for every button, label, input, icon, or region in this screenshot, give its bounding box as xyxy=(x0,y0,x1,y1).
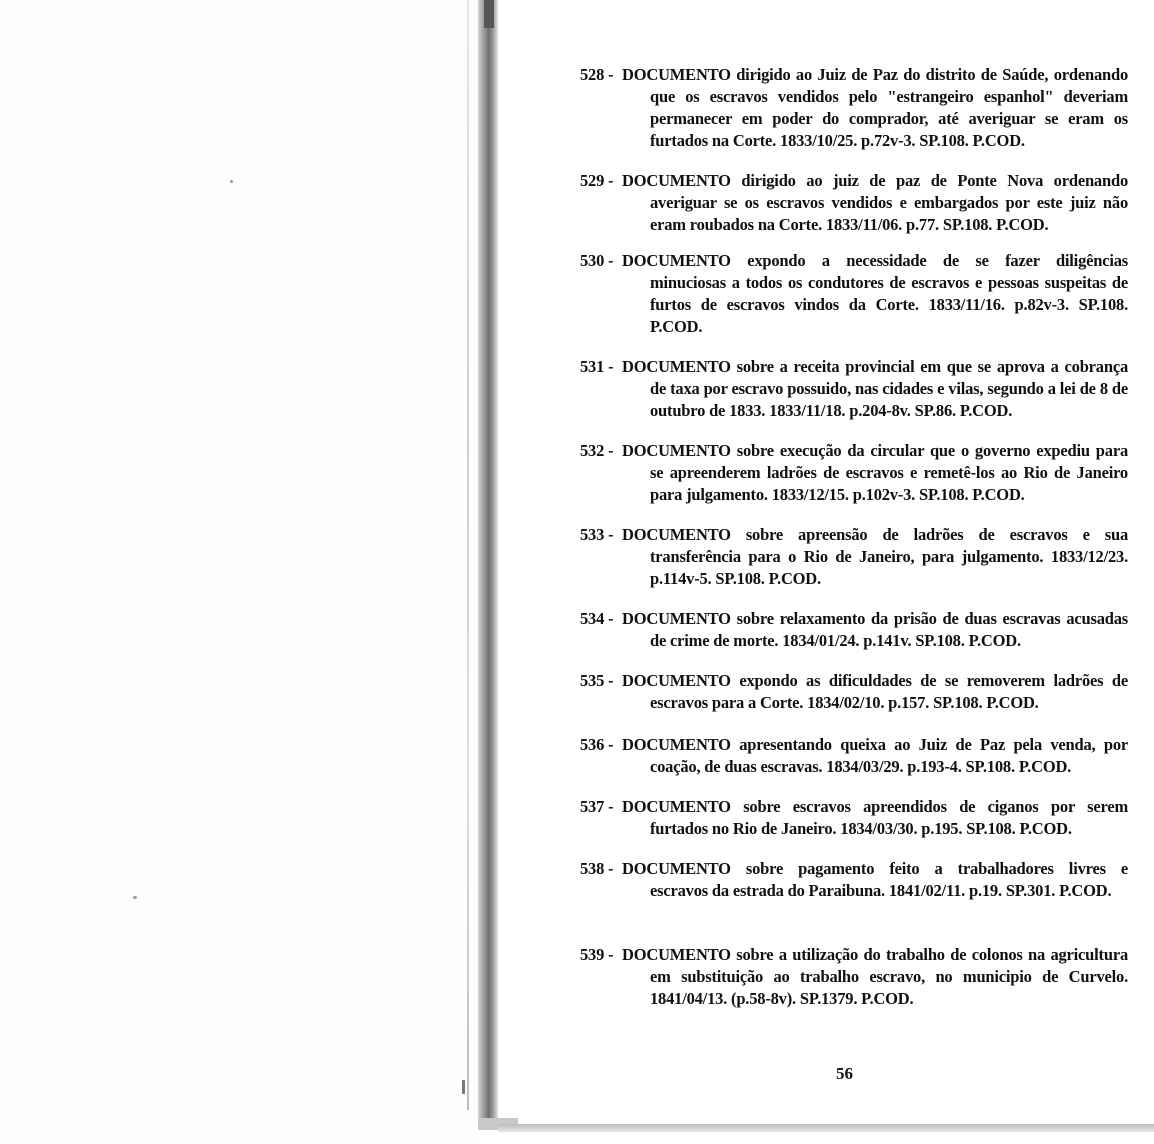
entry-number: 537 - xyxy=(580,797,614,816)
entry-number: 530 - xyxy=(580,251,614,270)
entry-text-first-line: DOCUMENTO sobre pagamento feito a trabalhadores livres e xyxy=(622,859,1128,878)
entry-text-rest: furtados no Rio de Janeiro. 1834/03/30. p.195. SP.108. P.COD. xyxy=(650,819,1072,838)
entry-text-rest: em substituição ao trabalho escravo, no municipio de Curvelo. 1841/04/13. (p.58-8v). SP.1379. P.COD. xyxy=(650,967,1128,1008)
entry-text-first-line: DOCUMENTO sobre apreensão de ladrões de escravos e sua xyxy=(622,525,1128,544)
entry-text-rest: averiguar se os escravos vendidos e embargados por este juiz não eram roubados na Corte. 1833/11/06. p.77. SP.108. P.COD. xyxy=(650,193,1128,234)
left-blank-page xyxy=(0,0,478,1144)
book-gutter xyxy=(478,0,498,1124)
entry-number: 532 - xyxy=(580,441,614,460)
catalog-entry xyxy=(580,170,1128,236)
catalog-entry xyxy=(580,440,1128,506)
page-number: 56 xyxy=(836,1064,853,1083)
entry-number: 535 - xyxy=(580,671,614,690)
entry-text-first-line: DOCUMENTO apresentando queixa ao Juiz de Paz pela venda, por xyxy=(622,735,1128,754)
entry-text-rest: de taxa por escravo possuido, nas cidades e vilas, segundo a lei de 8 de outubro de 1833. 1833/11/18. p.204-8v. SP.86. P.COD. xyxy=(650,379,1128,420)
entry-number: 536 - xyxy=(580,735,614,754)
entry-text-first-line: DOCUMENTO expondo as dificuldades de se removerem ladrões de xyxy=(622,671,1128,690)
book-gutter-top xyxy=(484,0,494,28)
catalog-entry xyxy=(580,734,1128,778)
document-page xyxy=(498,0,1154,1124)
catalog-entry xyxy=(580,250,1128,338)
catalog-entry xyxy=(580,64,1128,152)
entry-text-first-line: DOCUMENTO sobre escravos apreendidos de ciganos por serem xyxy=(622,797,1128,816)
catalog-entry xyxy=(580,356,1128,422)
entry-text-first-line: DOCUMENTO expondo a necessidade de se fazer diligências xyxy=(622,251,1128,270)
catalog-entry xyxy=(580,524,1128,590)
entry-number: 531 - xyxy=(580,357,614,376)
entry-number: 529 - xyxy=(580,171,614,190)
entry-text-rest: de crime de morte. 1834/01/24. p.141v. SP.108. P.COD. xyxy=(650,631,1021,650)
catalog-entry xyxy=(580,858,1128,902)
catalog-entry xyxy=(580,670,1128,714)
entry-text-first-line: DOCUMENTO sobre a receita provincial em que se aprova a cobrança xyxy=(622,357,1128,376)
entry-text-first-line: DOCUMENTO dirigido ao Juiz de Paz do distrito de Saúde, ordenando xyxy=(622,65,1128,84)
entry-text-rest: transferência para o Rio de Janeiro, para julgamento. 1833/12/23. p.114v-5. SP.108. P.COD. xyxy=(650,547,1128,588)
bottom-shadow xyxy=(498,1124,1154,1132)
entry-number: 533 - xyxy=(580,525,614,544)
entry-text-rest: coação, de duas escravas. 1834/03/29. p.193-4. SP.108. P.COD. xyxy=(650,757,1072,776)
catalog-entry xyxy=(580,796,1128,840)
entry-number: 538 - xyxy=(580,859,614,878)
catalog-entry xyxy=(580,944,1128,1010)
entry-number: 534 - xyxy=(580,609,614,628)
entry-text-first-line: DOCUMENTO sobre a utilização do trabalho de colonos na agricultura xyxy=(622,945,1128,964)
paper-speck xyxy=(133,896,137,899)
page-edge-line xyxy=(467,0,469,1110)
paper-speck xyxy=(230,180,233,183)
catalog-entry xyxy=(580,608,1128,652)
entry-text-first-line: DOCUMENTO sobre execução da circular que o governo expediu para xyxy=(622,441,1128,460)
entry-text-rest: minuciosas a todos os condutores de escravos e pessoas suspeitas de furtos de escravos vindos da Corte. 1833/11/16. p.82v-3. SP.108. P.COD. xyxy=(650,273,1128,336)
entry-text-rest: escravos da estrada do Paraibuna. 1841/02/11. p.19. SP.301. P.COD. xyxy=(650,881,1112,900)
entry-text-first-line: DOCUMENTO dirigido ao juiz de paz de Ponte Nova ordenando xyxy=(622,171,1128,190)
paper-speck xyxy=(462,1080,465,1094)
entry-text-rest: escravos para a Corte. 1834/02/10. p.157. SP.108. P.COD. xyxy=(650,693,1039,712)
entry-text-rest: que os escravos vendidos pelo "estrangeiro espanhol" deveriam permanecer em poder do comprador, até averiguar se eram os furtados na Corte. 1833/10/25. p.72v-3. SP.108. P.COD. xyxy=(650,87,1128,150)
entry-number: 539 - xyxy=(580,945,614,964)
entry-number: 528 - xyxy=(580,65,614,84)
entry-text-first-line: DOCUMENTO sobre relaxamento da prisão de duas escravas acusadas xyxy=(622,609,1128,628)
entry-text-rest: se apreenderem ladrões de escravos e remetê-los ao Rio de Janeiro para julgamento. 1833/12/15. p.102v-3. SP.108. P.COD. xyxy=(650,463,1128,504)
